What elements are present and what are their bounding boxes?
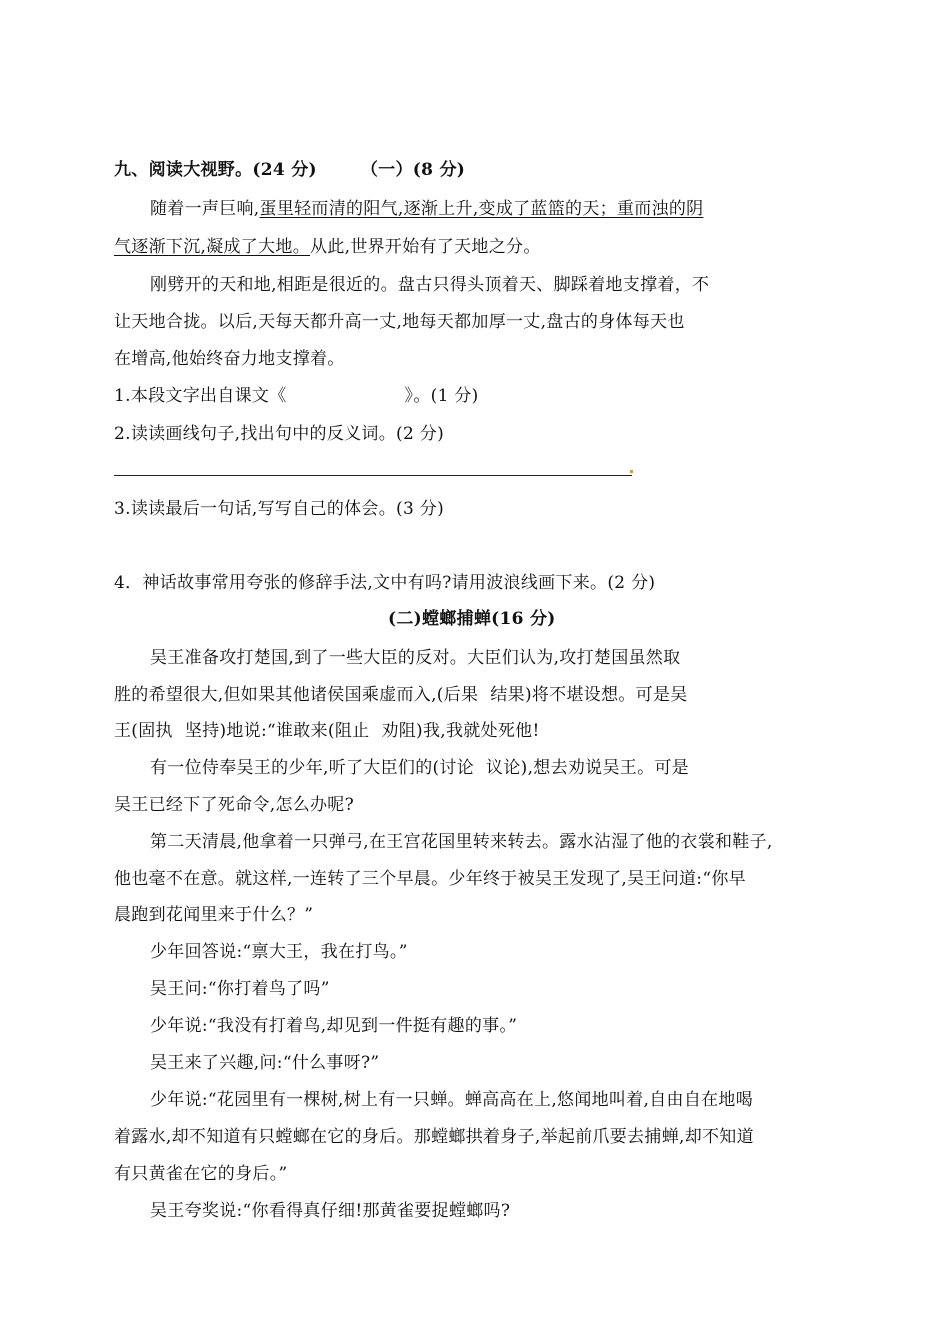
part1-paragraph2-line2: 让天地合拢。以后,天每天都升高一丈,地每天都加厚一丈,盘古的身体每天也: [114, 312, 685, 332]
part1-heading: （一）(8 分): [360, 160, 466, 180]
part2-line: 他也毫不在意。就这样,一连转了三个早晨。少年终于被吴王发现了,吴王问道:“你早: [114, 869, 746, 889]
underlined-sentence-end: 气逐渐下沉,凝成了大地。: [114, 237, 311, 257]
part2-line: 着露水,却不知道有只螳螂在它的身后。那螳螂拱着身子,举起前爪要去捕蝉,却不知道: [114, 1127, 754, 1147]
part2-line: 王(固执 坚持)地说:“谁敢来(阻止 劝阻)我,我就处死他!: [114, 721, 540, 741]
part2-line: 吴王夸奖说:“你看得真仔细!那黄雀要捉螳螂吗?: [150, 1201, 511, 1221]
question-3: 3.读读最后一句话,写写自己的体会。(3 分): [114, 499, 445, 519]
section-title: 九、阅读大视野。(24 分): [114, 160, 317, 180]
part1-paragraph2-line3: 在增高,他始终奋力地支撑着。: [114, 349, 345, 369]
part2-line: 少年说:“我没有打着鸟,却见到一件挺有趣的事。”: [150, 1016, 518, 1036]
part2-line: 有一位侍奉吴王的少年,听了大臣们的(讨论 议论),想去劝说吴王。可是: [150, 758, 689, 778]
part2-line: 少年回答说:“禀大王，我在打鸟。”: [150, 942, 408, 962]
part2-line: 第二天清晨,他拿着一只弹弓,在王宫花国里转来转去。露水沾湿了他的衣裳和鞋子,: [150, 832, 773, 852]
question-4: 4．神话故事常用夸张的修辞手法,文中有吗?请用波浪线画下来。(2 分): [114, 573, 656, 593]
part2-line: 有只黄雀在它的身后。”: [114, 1164, 288, 1184]
section-heading: [114, 158, 465, 182]
part2-line: 少年说:“花园里有一棵树,树上有一只蝉。蝉高高在上,悠闻地叫着,自由自在地喝: [150, 1090, 754, 1110]
part2-heading: (二)螳螂捕蝉(16 分): [388, 609, 556, 629]
part2-line: 吴王来了兴趣,问:“什么事呀?”: [150, 1053, 380, 1073]
part2-line: 晨跑到花闻里来于什么？”: [114, 905, 314, 925]
part1-paragraph1-line2: 气逐渐下沉,凝成了大地。从此,世界开始有了天地之分。: [114, 237, 541, 257]
question-2: 2.读读画线句子,找出句中的反义词。(2 分): [114, 424, 445, 444]
part2-line: 吴王准备攻打楚国,到了一些大臣的反对。大臣们认为,攻打楚国虽然取: [150, 648, 681, 668]
part2-line: 胜的希望很大,但如果其他诸侯国乘虚而入,(后果 结果)将不堪设想。可是吴: [114, 685, 688, 705]
part1-paragraph1-line1: 随着一声巨响,蛋里轻而清的阳气,逐渐上升,变成了蓝篮的天；重而浊的阴: [150, 199, 704, 219]
part2-line: 吴王已经下了死命令,怎么办呢?: [114, 795, 355, 815]
part2-line: 吴王问:“你打着鸟了吗”: [150, 979, 330, 999]
part1-paragraph2-line1: 刚劈开的天和地,相距是很近的。盘古只得头顶着天、脚踩着地支撑着，不: [150, 275, 710, 295]
answer-line[interactable]: [114, 475, 632, 476]
ink-dot: [630, 470, 633, 473]
underlined-sentence: 蛋里轻而清的阳气,逐渐上升,变成了蓝篮的天；重而浊的阴: [259, 199, 704, 219]
question-1: 1.本段文字出自课文《 》。(1 分): [114, 386, 479, 406]
